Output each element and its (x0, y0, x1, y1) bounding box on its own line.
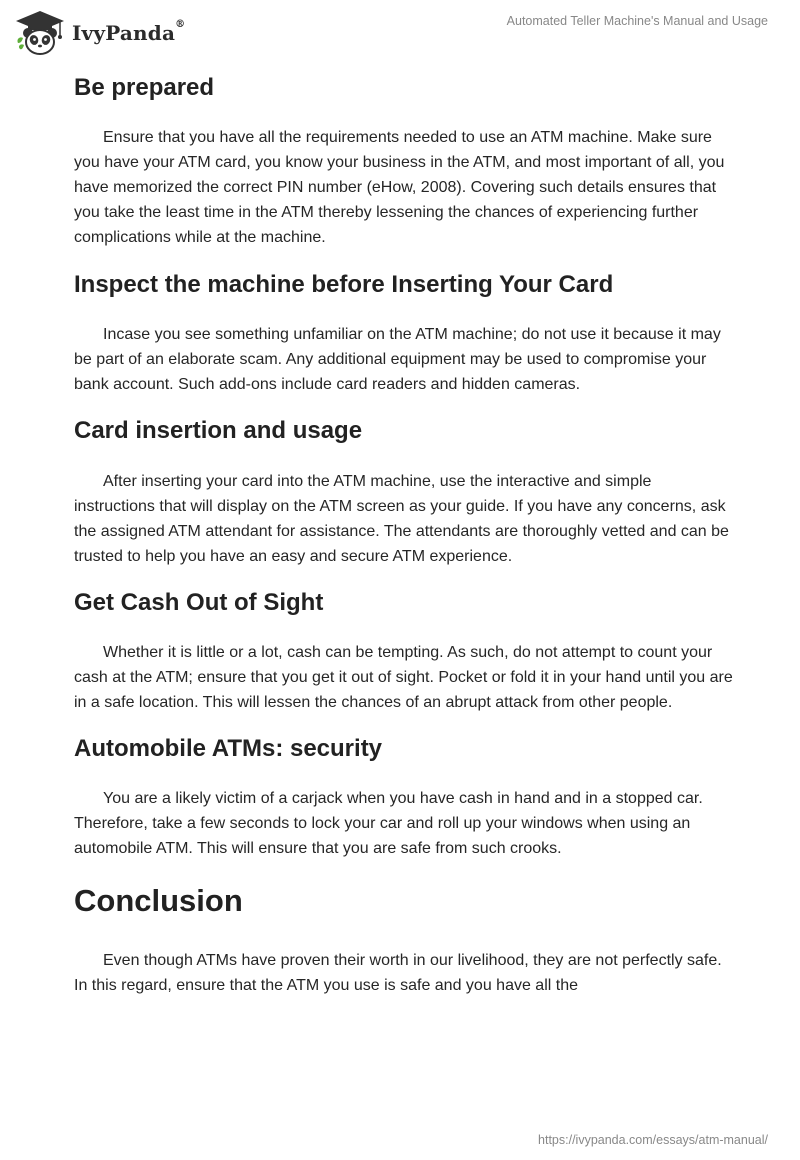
section-heading-inspect-machine: Inspect the machine before Inserting Your Card (74, 271, 614, 298)
ivypanda-logo[interactable] (14, 9, 185, 57)
section-heading-cash-out-of-sight: Get Cash Out of Sight (74, 589, 324, 616)
registered-mark: ® (175, 19, 186, 30)
section-heading-automobile-atms: Automobile ATMs: security (74, 735, 383, 762)
section-heading-conclusion: Conclusion (74, 883, 243, 918)
panda-graduate-icon (14, 9, 66, 57)
section-paragraph-be-prepared: Ensure that you have all the requirements needed to use an ATM machine. Make sure you have your ATM card, you know your business in the ATM, and most important of all, you have memorized the correct PIN number (eHow, 2008). Covering such details ensures that you take the least time in the ATM thereby lessening the chances of experiencing further complications while at the machine. (74, 129, 725, 246)
section-heading-card-insertion: Card insertion and usage (74, 417, 363, 444)
section-paragraph-cash-out-of-sight: Whether it is little or a lot, cash can be tempting. As such, do not attempt to count your cash at the ATM; ensure that you get it out of sight. Pocket or fold it in your hand until you are in a safe location. This will lessen the chances of an abrupt attack from other people. (74, 644, 733, 711)
logo-name: IvyPanda (72, 21, 176, 45)
page-header (0, 0, 800, 60)
section-paragraph-automobile-atms: You are a likely victim of a carjack when you have cash in hand and in a stopped car. Therefore, take a few seconds to lock your car and roll up your windows when using an automobile ATM. This will ensure that you are safe from such crooks. (74, 790, 703, 857)
section-heading-be-prepared: Be prepared (74, 74, 215, 101)
source-url-link[interactable]: https://ivypanda.com/essays/atm-manual/ (538, 1133, 768, 1147)
section-paragraph-card-insertion: After inserting your card into the ATM machine, use the interactive and simple instructions that will display on the ATM screen as your guide. If you have any concerns, ask the assigned ATM attendant for assistance. The attendants are thoroughly vetted and can be trusted to help you have an easy and secure ATM experience. (74, 473, 729, 565)
section-paragraph-conclusion: Even though ATMs have proven their worth in our livelihood, they are not perfectly safe. In this regard, ensure that the ATM you use is safe and you have all the (74, 952, 722, 994)
essay-content (74, 72, 734, 998)
document-title: Automated Teller Machine's Manual and Usage (506, 14, 768, 28)
section-paragraph-inspect-machine: Incase you see something unfamiliar on the ATM machine; do not use it because it may be part of an elaborate scam. Any additional equipment may be used to compromise your bank account. Such add-ons include card readers and hidden cameras. (74, 326, 721, 393)
logo-wordmark (72, 21, 185, 45)
